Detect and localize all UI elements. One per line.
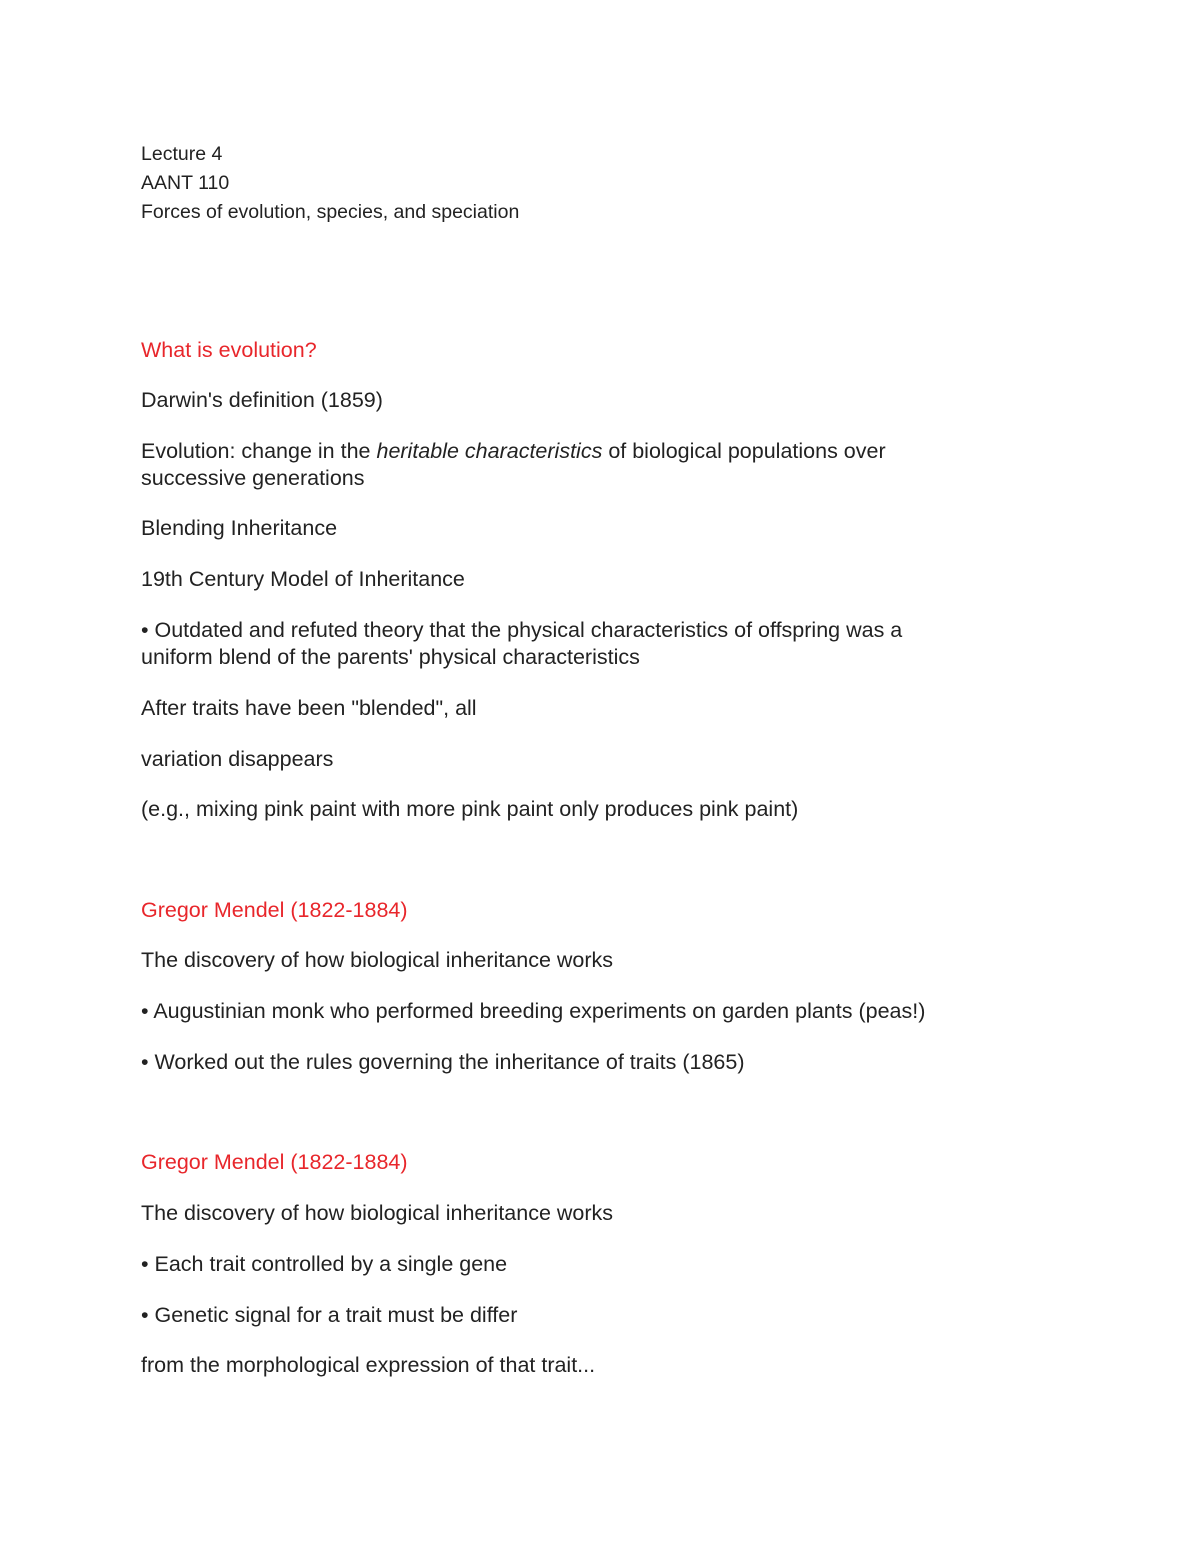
after-traits-blended: After traits have been "blended", all — [141, 696, 477, 720]
mendel-discovery-1: The discovery of how biological inheritance works — [141, 948, 614, 972]
mendel-discovery-2: The discovery of how biological inheritance works — [141, 1201, 614, 1225]
lecture-topic: Forces of evolution, species, and speciation — [141, 201, 520, 223]
nineteenth-century-model: 19th Century Model of Inheritance — [141, 567, 465, 591]
evolution-definition-emphasis: heritable characteristics — [376, 439, 603, 463]
bullet-single-gene: • Each trait controlled by a single gene — [141, 1252, 508, 1276]
variation-disappears: variation disappears — [141, 747, 334, 771]
bullet-augustinian-monk: • Augustinian monk who performed breeding experiments on garden plants (peas!) — [141, 999, 926, 1023]
section-heading-mendel-1: Gregor Mendel (1822-1884) — [141, 898, 408, 922]
darwin-definition: Darwin's definition (1859) — [141, 388, 383, 412]
section-heading-mendel-2: Gregor Mendel (1822-1884) — [141, 1150, 408, 1174]
pink-paint-example: (e.g., mixing pink paint with more pink paint only produces pink paint) — [141, 797, 799, 821]
bullet-genetic-signal: • Genetic signal for a trait must be differ — [141, 1303, 518, 1327]
evolution-definition-line1 — [141, 438, 886, 465]
bullet-outdated-theory-line2: uniform blend of the parents' physical characteristics — [141, 645, 640, 669]
course-code: AANT 110 — [141, 172, 230, 194]
blending-inheritance: Blending Inheritance — [141, 516, 338, 540]
evolution-definition-before: Evolution: change in the — [141, 439, 377, 463]
section-heading-evolution: What is evolution? — [141, 338, 317, 362]
bullet-outdated-theory-line1: • Outdated and refuted theory that the physical characteristics of offspring was a — [141, 618, 903, 642]
evolution-definition-after: of biological populations over — [602, 439, 886, 463]
lecture-number: Lecture 4 — [141, 143, 223, 165]
morphological-expression: from the morphological expression of that trait... — [141, 1353, 596, 1377]
bullet-rules-inheritance: • Worked out the rules governing the inheritance of traits (1865) — [141, 1050, 745, 1074]
evolution-definition-line2: successive generations — [141, 466, 365, 490]
